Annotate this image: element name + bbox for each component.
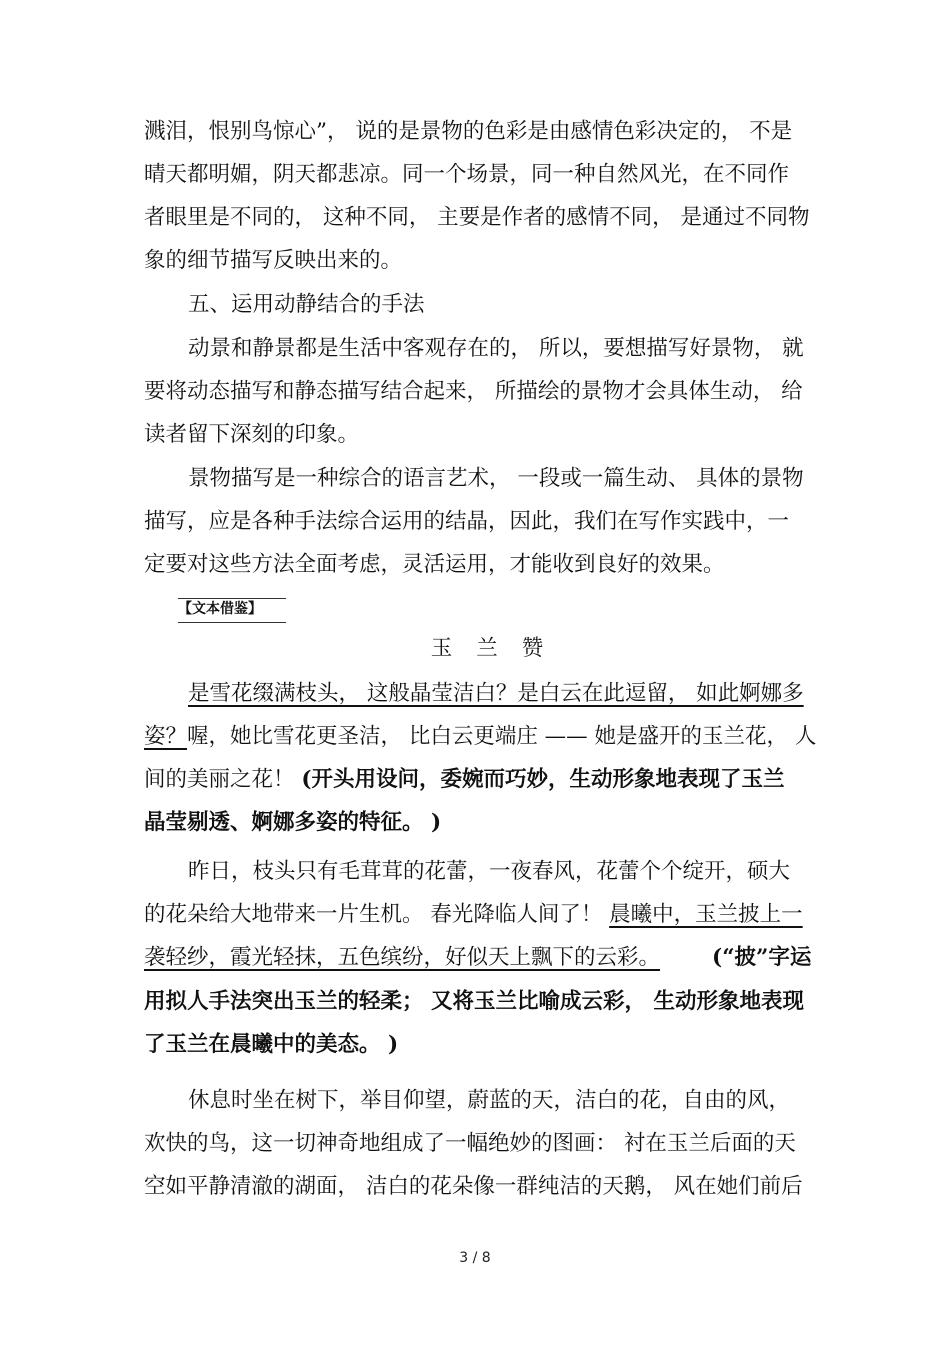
text-line: 动景和静景都是生活中客观存在的， 所以，要想描写好景物， 就 xyxy=(188,336,804,361)
page-number: 3 / 8 xyxy=(459,1250,491,1266)
text-line: 景物描写是一种综合的语言艺术， 一段或一篇生动、 具体的景物 xyxy=(188,466,804,491)
underlined-text: 袭轻纱，霞光轻抹，五色缤纷，好似天上飘下的云彩。 xyxy=(144,945,661,970)
underlined-text: 晨曦中，玉兰披上一 xyxy=(609,902,803,927)
text-line: 要将动态描写和静态描写结合起来， 所描绘的景物才会具体生动， 给 xyxy=(144,379,803,404)
plain-text: 喔，她比雪花更圣洁， 比白云更端庄 —— 她是盛开的玉兰花， 人 xyxy=(187,724,817,749)
annotation-note: 用拟人手法突出玉兰的轻柔； 又将玉兰比喻成云彩， 生动形象地表现 xyxy=(144,989,804,1014)
text-line xyxy=(144,808,441,838)
plain-text: 的花朵给大地带来一片生机。 春光降临人间了！ xyxy=(144,902,610,927)
text-line: 定要对这些方法全面考虑，灵活运用，才能收到良好的效果。 xyxy=(144,552,725,577)
section-heading: 五、运用动静结合的手法 xyxy=(188,292,425,317)
text-line: 空如平静清澈的湖面， 洁白的花朵像一群纯洁的天鹅， 风在她们前后 xyxy=(144,1174,803,1199)
text-line xyxy=(188,679,804,709)
text-line xyxy=(144,987,804,1017)
text-line xyxy=(144,900,803,930)
text-line: 欢快的鸟，这一切神奇地组成了一幅绝妙的图画： 衬在玉兰后面的天 xyxy=(144,1131,796,1156)
underlined-text: 是雪花缀满枝头， 这般晶莹洁白？是白云在此逗留， 如此婀娜多 xyxy=(188,681,804,706)
text-line: 者眼里是不同的， 这种不同， 主要是作者的感情不同， 是通过不同物 xyxy=(144,205,810,230)
annotation-note: 了玉兰在晨曦中的美态。 ) xyxy=(144,1032,399,1057)
underlined-text: 姿？ xyxy=(144,724,188,749)
text-line: 读者留下深刻的印象。 xyxy=(144,422,360,447)
annotation-note: (开头用设问，委婉而巧妙，生动形象地表现了玉兰 xyxy=(301,767,785,792)
text-line: 休息时坐在树下，举目仰望，蔚蓝的天，洁白的花，自由的风， xyxy=(188,1088,791,1113)
annotation-note: 晶莹剔透、婀娜多姿的特征。 ) xyxy=(144,810,442,835)
text-line xyxy=(144,1030,398,1060)
annotation-note: (“披”字运 xyxy=(712,945,812,970)
text-line: 描写，应是各种手法综合运用的结晶，因此，我们在写作实践中，一 xyxy=(144,509,790,534)
plain-text: 间的美丽之花！ xyxy=(144,767,302,792)
text-line: 象的细节描写反映出来的。 xyxy=(144,248,403,273)
article-title: 玉兰赞 xyxy=(430,636,568,661)
text-line xyxy=(144,765,785,795)
text-line: 晴天都明媚，阴天都悲凉。同一个场景，同一种自然风光，在不同作 xyxy=(144,162,790,187)
text-line: 昨日，枝头只有毛茸茸的花蕾，一夜春风，花蕾个个绽开，硕大 xyxy=(188,859,791,884)
text-line: 溅泪，恨别鸟惊心”， 说的是景物的色彩是由感情色彩决定的， 不是 xyxy=(144,119,793,144)
text-line xyxy=(144,943,811,973)
text-line xyxy=(144,722,816,752)
section-tag: 【文本借鉴】 xyxy=(178,598,286,623)
